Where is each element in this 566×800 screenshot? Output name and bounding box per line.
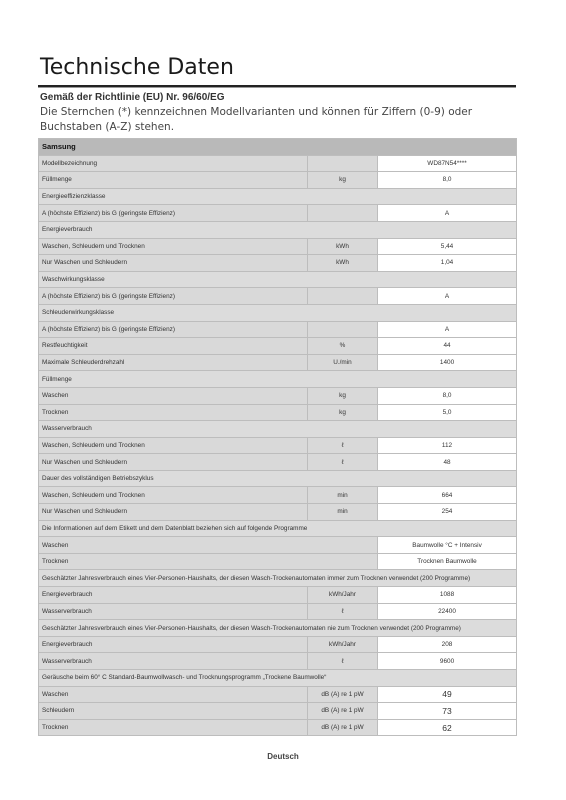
row-label: Energieverbrauch [39,587,308,604]
section-header-row [39,620,517,637]
row-label: Füllmenge [39,172,308,189]
row-value: 8,0 [378,387,517,404]
row-value: 664 [378,487,517,504]
row-value: 1,04 [378,255,517,272]
row-value: 73 [378,703,517,720]
row-unit: min [308,504,378,521]
table-row [39,338,517,355]
row-label: Wasserverbrauch [39,653,308,670]
datasheet [38,56,516,736]
table-row [39,537,517,554]
row-label: Maximale Schleuderdrehzahl [39,354,308,371]
row-label: Schleudern [39,703,308,720]
row-unit: kWh/Jahr [308,636,378,653]
row-unit: min [308,487,378,504]
brand-label: Samsung [39,139,517,156]
intro-heading: Gemäß der Richtlinie (EU) Nr. 96/60/EG [40,92,225,103]
table-row [39,504,517,521]
table-row [39,288,517,305]
table-row [39,636,517,653]
section-header-row [39,520,517,537]
row-label: Wasserverbrauch [39,603,308,620]
row-label: Waschen, Schleudern und Trocknen [39,487,308,504]
row-unit: kg [308,404,378,421]
spec-table [38,138,517,736]
row-label: A (höchste Effizienz) bis G (geringste Effizienz) [39,321,308,338]
row-value: 1088 [378,587,517,604]
row-unit: kWh [308,238,378,255]
row-value: 5,0 [378,404,517,421]
section-label: Energieverbrauch [39,221,517,238]
table-row [39,155,517,172]
row-unit: dB (A) re 1 pW [308,719,378,736]
row-label: Waschen [39,686,308,703]
section-header-row [39,371,517,388]
row-value: 49 [378,686,517,703]
footer-language: Deutsch [267,752,299,761]
row-value: WD87N54**** [378,155,517,172]
row-unit: kWh/Jahr [308,587,378,604]
table-row [39,437,517,454]
section-header-row [39,304,517,321]
table-row [39,686,517,703]
row-value: 48 [378,454,517,471]
row-unit: kg [308,172,378,189]
section-header-row [39,670,517,687]
row-value: Baumwolle °C + Intensiv [378,537,517,554]
table-row [39,255,517,272]
intro-text: Die Sternchen (*) kennzeichnen Modellvarianten und können für Ziffern (0-9) oder Buchstaben (A-Z) stehen. [40,106,473,133]
row-unit [308,155,378,172]
row-label: A (höchste Effizienz) bis G (geringste Effizienz) [39,205,308,222]
section-header-row [39,470,517,487]
row-label: Waschen, Schleudern und Trocknen [39,437,308,454]
row-value: 1400 [378,354,517,371]
row-unit: dB (A) re 1 pW [308,686,378,703]
table-row [39,703,517,720]
table-row [39,354,517,371]
row-unit: % [308,338,378,355]
table-row [39,321,517,338]
section-header-row [39,570,517,587]
row-unit: ℓ [308,603,378,620]
row-value: 9600 [378,653,517,670]
section-label: Die Informationen auf dem Etikett und dem Datenblatt beziehen sich auf folgende Programme [39,520,517,537]
table-row [39,387,517,404]
row-value: 254 [378,504,517,521]
section-label: Geräusche beim 60° C Standard-Baumwollwasch- und Trocknungsprogramm „Trockene Baumwolle“ [39,670,517,687]
row-value: 5,44 [378,238,517,255]
row-unit: ℓ [308,653,378,670]
table-row [39,172,517,189]
row-label: Waschen [39,537,378,554]
row-label: Waschen, Schleudern und Trocknen [39,238,308,255]
row-unit [308,205,378,222]
section-header-row [39,188,517,205]
section-label: Geschätzter Jahresverbrauch eines Vier-Personen-Haushalts, der diesen Wasch-Trockenautomaten nie zum Trocknen verwendet (200 Programme) [39,620,517,637]
section-header-row [39,421,517,438]
table-row [39,487,517,504]
table-row [39,603,517,620]
row-value: A [378,321,517,338]
row-label: Nur Waschen und Schleudern [39,255,308,272]
row-unit: U./min [308,354,378,371]
table-row [39,587,517,604]
section-label: Füllmenge [39,371,517,388]
row-value: 8,0 [378,172,517,189]
intro-block [38,87,516,138]
section-header-row [39,271,517,288]
row-label: Modellbezeichnung [39,155,308,172]
row-label: Trocknen [39,719,308,736]
brand-row [39,139,517,156]
table-row [39,404,517,421]
section-label: Geschätzter Jahresverbrauch eines Vier-Personen-Haushalts, der diesen Wasch-Trockenautomaten immer zum Trocknen verwendet (200 Programme) [39,570,517,587]
row-label: Nur Waschen und Schleudern [39,454,308,471]
row-unit: kWh [308,255,378,272]
row-value: 22400 [378,603,517,620]
row-unit: ℓ [308,437,378,454]
section-label: Schleuderwirkungsklasse [39,304,517,321]
table-row [39,205,517,222]
table-row [39,553,517,570]
section-label: Wasserverbrauch [39,421,517,438]
row-value: 44 [378,338,517,355]
row-unit [308,321,378,338]
table-row [39,454,517,471]
table-row [39,653,517,670]
page-title: Technische Daten [38,56,516,87]
row-value: 62 [378,719,517,736]
row-unit: kg [308,387,378,404]
table-row [39,238,517,255]
section-label: Dauer des vollständigen Betriebszyklus [39,470,517,487]
row-label: Trocknen [39,404,308,421]
section-label: Energieeffizienzklasse [39,188,517,205]
section-header-row [39,221,517,238]
row-unit: dB (A) re 1 pW [308,703,378,720]
row-value: 112 [378,437,517,454]
row-unit: ℓ [308,454,378,471]
row-label: Energieverbrauch [39,636,308,653]
row-value: A [378,205,517,222]
row-unit [308,288,378,305]
section-label: Waschwirkungsklasse [39,271,517,288]
row-label: A (höchste Effizienz) bis G (geringste Effizienz) [39,288,308,305]
row-label: Restfeuchtigkeit [39,338,308,355]
row-label: Trocknen [39,553,378,570]
table-row [39,719,517,736]
row-value: A [378,288,517,305]
row-value: Trocknen Baumwolle [378,553,517,570]
row-label: Nur Waschen und Schleudern [39,504,308,521]
row-value: 208 [378,636,517,653]
row-label: Waschen [39,387,308,404]
